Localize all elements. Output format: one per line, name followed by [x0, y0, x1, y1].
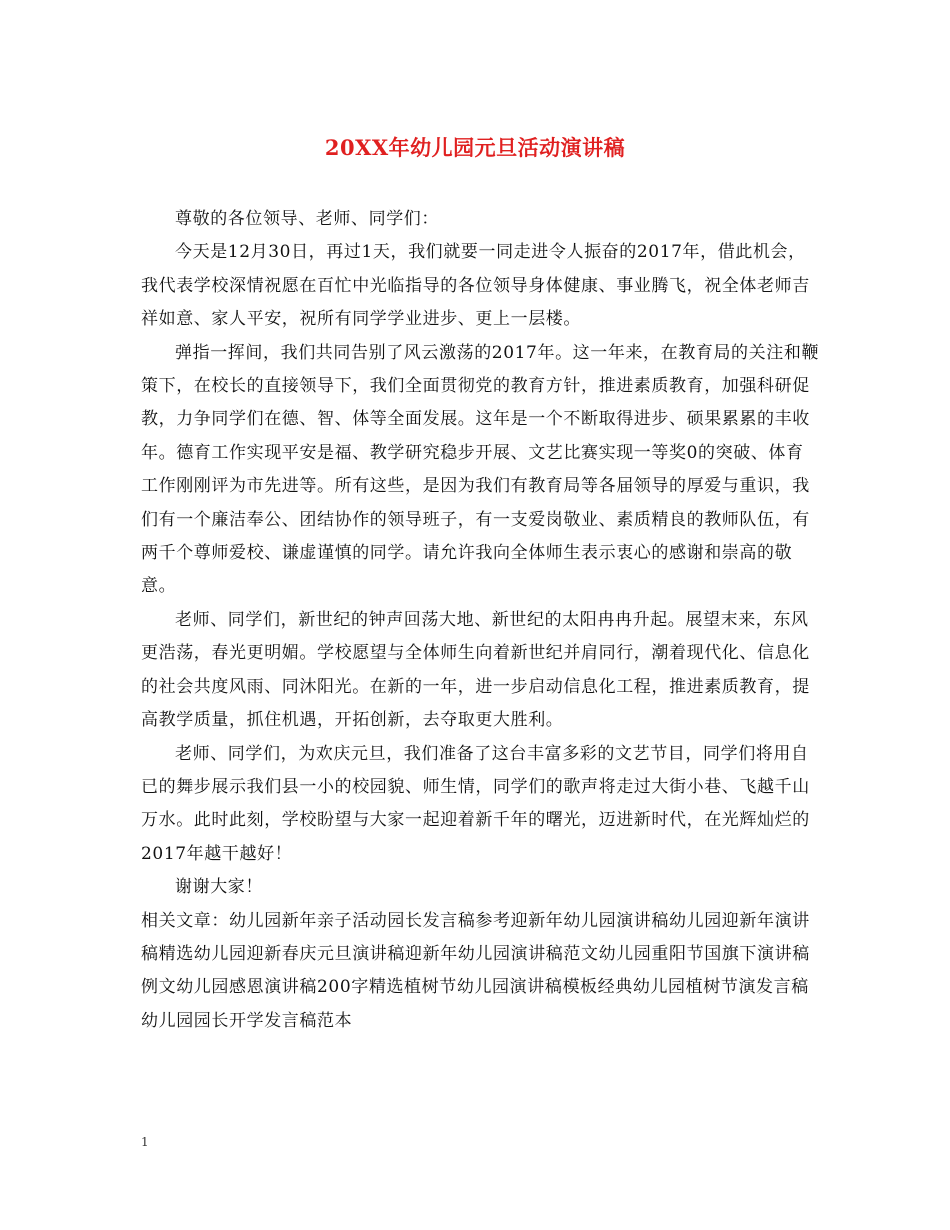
paragraph-2: 弹指一挥间，我们共同告别了风云激荡的2017年。这一年来，在教育局的关注和鞭策下，在校长的直接领导下，我们全面贯彻党的教育方针，推进素质教育，加强科研促教，力争同学们在德、智、体等全面发展。这年是一个不断取得进步、硕果累累的丰收年。德育工作实现平安是福、教学研究稳步开展、文艺比赛实现一等奖0的突破、体育工作刚刚评为市先进等。所有这些，是因为我们有教育局等各届领导的厚爱与重识，我们有一个廉洁奉公、团结协作的领导班子，有一支爱岗敬业、素质精良的教师队伍，有两千个尊师爱校、谦虚谨慎的同学。请允许我向全体师生表示衷心的感谢和崇高的敬意。 [141, 342, 820, 597]
related-articles: 相关文章：幼儿园新年亲子活动园长发言稿参考迎新年幼儿园演讲稿幼儿园迎新年演讲稿精选幼儿园迎新春庆元旦演讲稿迎新年幼儿园演讲稿范文幼儿园重阳节国旗下演讲稿例文幼儿园感恩演讲稿200字精选植树节幼儿园演讲稿模板经典幼儿园植树节演发言稿幼儿园园长开学发言稿范本 [141, 910, 810, 1031]
greeting: 尊敬的各位领导、老师、同学们： [175, 209, 439, 229]
page-number: 1 [141, 1135, 149, 1149]
paragraph-4: 老师、同学们，为欢庆元旦，我们准备了这台丰富多彩的文艺节目，同学们将用自已的舞步展示我们县一小的校园貌、师生情，同学们的歌声将走过大街小巷、飞越千山万水。此时此刻，学校盼望与大家一起迎着新千年的曙光，迈进新时代，在光辉灿烂的2017年越干越好！ [141, 743, 810, 864]
paragraph-1: 今天是12月30日，再过1天，我们就要一同走进令人振奋的2017年，借此机会，我代表学校深情祝愿在百忙中光临指导的各位领导身体健康、事业腾飞，祝全体老师吉祥如意、家人平安，祝所有同学学业进步、更上一层楼。 [141, 242, 810, 330]
paragraph-3: 老师、同学们，新世纪的钟声回荡大地、新世纪的太阳冉冉升起。展望末来，东风更浩荡，春光更明媚。学校愿望与全体师生向着新世纪并肩同行，潮着现代化、信息化的社会共度风雨、同沐阳光。在新的一年，进一步启动信息化工程，推进素质教育，提高教学质量，抓住机遇，开拓创新，去夺取更大胜利。 [141, 609, 810, 731]
document-title: 20XX年幼儿园元旦活动演讲稿 [324, 135, 626, 160]
closing: 谢谢大家！ [175, 877, 263, 898]
document-body [141, 203, 821, 1038]
